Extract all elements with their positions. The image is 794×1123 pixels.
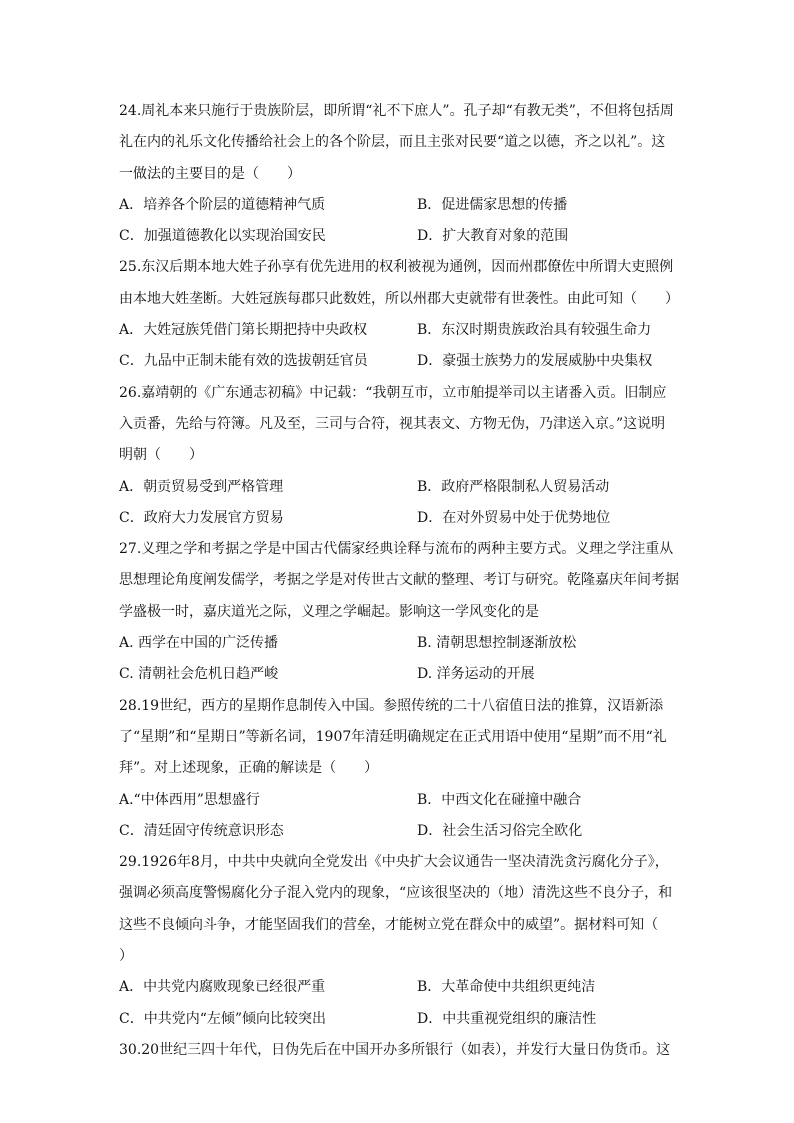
option-a: A．中共党内腐败现象已经很严重 [119, 979, 326, 996]
question-stem: 25.东汉后期本地大姓子孙享有优先进用的权利被视为通例，因而州郡僚佐中所谓大吏照例由本地大姓垄断。大姓冠族每郡只此数姓，所以州郡大吏就带有世袭性。由此可知（ ） [119, 259, 679, 307]
option-c: C．清廷固守传统意识形态 [119, 822, 284, 839]
option-d: D．豪强士族势力的发展威胁中央集权 [417, 353, 653, 370]
options-grid [119, 315, 679, 378]
question-stem: 29.1926年8月，中共中央就向全党发出《中央扩大会议通告一坚决清洗贪污腐化分子》，强调必须高度警惕腐化分子混入党内的现象，“应该很坚决的（地）清洗这些不良分子，和这些不良倾向斗争，才能坚固我们的营垒，才能树立党在群众中的威望”。据材料可知（ ） [119, 854, 687, 965]
question-stem: 24.周礼本来只施行于贵族阶层，即所谓“礼不下庶人”。孔子却“有教无类”，不但将包括周礼在内的礼乐文化传播给社会上的各个阶层，而且主张对民要“道之以德，齐之以礼”。这一做法的主要目的是（ ） [119, 103, 674, 182]
question-30 [119, 1035, 679, 1066]
option-c: C．九品中正制未能有效的选拔朝廷官员 [119, 353, 368, 370]
options-grid [119, 190, 679, 253]
option-d: D．扩大教育对象的范围 [417, 228, 569, 245]
option-b: B．促进儒家思想的传播 [417, 196, 568, 213]
question-stem: 26.嘉靖朝的《广东通志初稿》中记载：“我朝互市，立市舶提举司以主诸番入贡。旧制应入贡番，先给与符簿。凡及至，三司与合符，视其表文、方物无伪，乃津送入京。”这说明明朝（ ） [119, 384, 667, 464]
option-c: C．中共党内“左倾”倾向比较突出 [119, 1010, 327, 1027]
question-stem: 28.19世纪，西方的星期作息制传入中国。参照传统的二十八宿值日法的推算，汉语新添了“星期”和“星期日”等新名词，1907年清廷明确规定在正式用语中使用“星期”而不用“礼拜”。对上述现象，正确的解读是（ ） [119, 697, 667, 777]
option-a: A．朝贡贸易受到严格管理 [119, 478, 284, 495]
option-a: A. 西学在中国的广泛传播 [119, 635, 279, 652]
question-27 [119, 534, 679, 690]
question-26 [119, 378, 679, 534]
question-stem: 27.义理之学和考据之学是中国古代儒家经典诠释与流布的两种主要方式。义理之学注重从思想理论角度阐发儒学，考据之学是对传世古文献的整理、考订与研究。乾隆嘉庆年间考据学盛极一时，嘉庆道光之际，义理之学崛起。影响这一学风变化的是 [119, 541, 679, 620]
option-a: A．培养各个阶层的道德精神气质 [119, 196, 326, 213]
options-grid [119, 472, 679, 535]
option-a: A．大姓冠族凭借门第长期把持中央政权 [119, 322, 368, 339]
option-c: C. 清朝社会危机日趋严峻 [119, 666, 279, 683]
option-d: D．在对外贸易中处于优势地位 [417, 509, 611, 526]
options-grid [119, 628, 679, 691]
option-d: D．中共重视党组织的廉洁性 [417, 1010, 597, 1027]
option-d: D. 洋务运动的开展 [417, 666, 535, 683]
question-stem: 30.20世纪三四十年代，日伪先后在中国开办多所银行（如表），并发行大量日伪货币。这 [119, 1041, 671, 1058]
option-b: B．中西文化在碰撞中融合 [417, 791, 582, 808]
question-28 [119, 691, 679, 847]
options-grid [119, 972, 679, 1035]
options-grid [119, 785, 679, 848]
question-24 [119, 96, 679, 252]
exam-page [119, 96, 687, 1066]
option-b: B. 清朝思想控制逐渐放松 [417, 635, 577, 652]
option-d: D．社会生活习俗完全欧化 [417, 822, 583, 839]
option-b: B．政府严格限制私人贸易活动 [417, 478, 610, 495]
question-29 [119, 847, 687, 1035]
option-b: B．东汉时期贵族政治具有较强生命力 [417, 322, 652, 339]
option-a: A.“中体西用”思想盛行 [119, 791, 260, 808]
option-c: C．加强道德教化以实现治国安民 [119, 228, 326, 245]
option-c: C．政府大力发展官方贸易 [119, 509, 284, 526]
option-b: B．大革命使中共组织更纯洁 [417, 979, 596, 996]
question-25 [119, 252, 679, 377]
